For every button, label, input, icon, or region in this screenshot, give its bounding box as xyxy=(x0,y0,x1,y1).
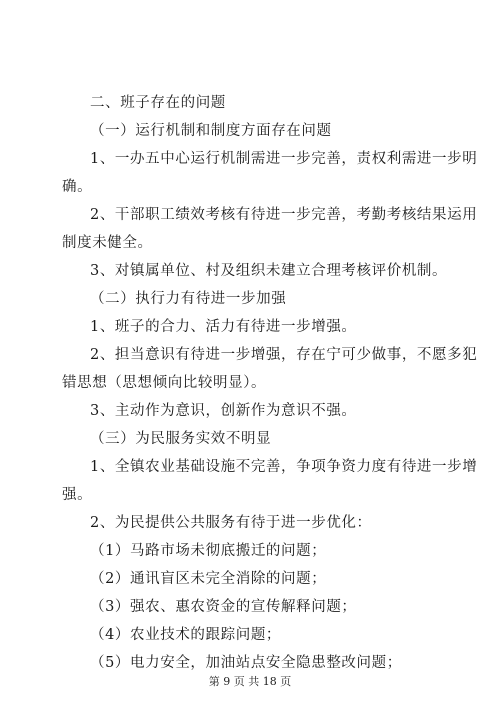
list-item: （3）强农、惠农资金的宣传解释问题； xyxy=(90,599,357,615)
paragraph-line: 2、干部职工绩效考核有待进一步完善，考勤考核结果运用 xyxy=(90,207,478,223)
paragraph-line: 2、为民提供公共服务有待于进一步优化： xyxy=(90,515,372,531)
paragraph-line: 2、担当意识有待进一步增强，存在宁可少做事，不愿多犯 xyxy=(90,347,478,363)
paragraph-line: 1、一办五中心运行机制需进一步完善，责权利需进一步明 xyxy=(90,151,478,167)
paragraph-line: 3、对镇属单位、村及组织未建立合理考核评价机制。 xyxy=(90,263,448,279)
page-number-footer: 第 9 页 共 18 页 xyxy=(208,675,292,688)
paragraph-line: 错思想（思想倾向比较明显）。 xyxy=(62,375,267,391)
subsection-heading: （一）运行机制和制度方面存在问题 xyxy=(90,123,332,139)
paragraph-line: 强。 xyxy=(62,487,93,503)
list-item: （5）电力安全，加油站点安全隐患整改问题； xyxy=(90,655,402,671)
list-item: （4）农业技术的跟踪问题； xyxy=(90,627,282,643)
paragraph-line: 制度未健全。 xyxy=(62,235,153,251)
paragraph-line: 1、班子的合力、活力有待进一步增强。 xyxy=(90,319,357,335)
subsection-heading: （二）执行力有待进一步加强 xyxy=(90,291,287,307)
subsection-heading: （三）为民服务实效不明显 xyxy=(90,431,272,447)
section-heading: 二、班子存在的问题 xyxy=(90,95,226,111)
list-item: （1）马路市场未彻底搬迁的问题； xyxy=(90,543,327,559)
paragraph-line: 1、全镇农业基础设施不完善，争项争资力度有待进一步增 xyxy=(90,459,478,475)
paragraph-line: 确。 xyxy=(62,179,93,195)
list-item: （2）通讯盲区未完全消除的问题； xyxy=(90,571,327,587)
paragraph-line: 3、主动作为意识，创新作为意识不强。 xyxy=(90,403,357,419)
